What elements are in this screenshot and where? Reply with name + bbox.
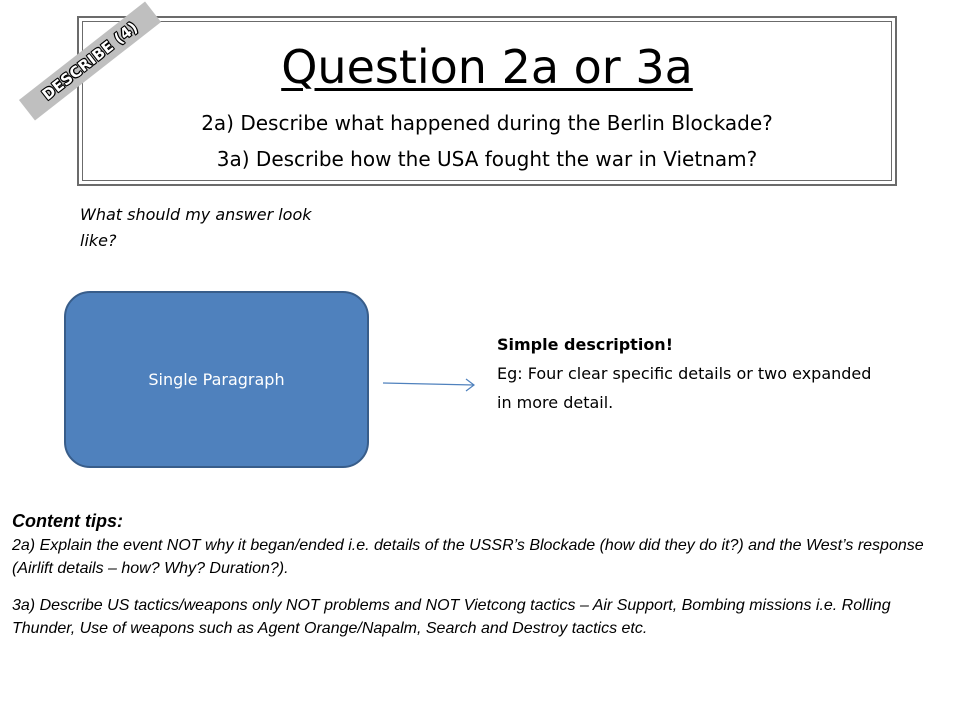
tips-spacer <box>12 580 957 594</box>
right-arrow-icon <box>382 373 482 397</box>
description-block <box>497 330 877 417</box>
question-2a: 2a) Describe what happened during the Berlin Blockade? <box>201 111 773 135</box>
description-body: Eg: Four clear specific details or two expanded in more detail. <box>497 364 872 412</box>
question-3a: 3a) Describe how the USA fought the war in Vietnam? <box>216 147 758 171</box>
answer-prompt: What should my answer look like? <box>80 205 312 250</box>
describe-badge-label: DESCRIBE (4) <box>38 18 142 104</box>
single-paragraph-label: Single Paragraph <box>148 370 285 389</box>
title-box <box>77 16 897 186</box>
tip-2a: 2a) Explain the event NOT why it began/ended i.e. details of the USSR’s Blockade (how did they do it?) and the West’s response (Airlift details – how? Why? Duration?). <box>12 537 924 577</box>
content-tips <box>12 508 957 640</box>
single-paragraph-box <box>64 291 369 468</box>
tip-3a: 3a) Describe US tactics/weapons only NOT problems and NOT Vietcong tactics – Air Support, Bombing missions i.e. Rolling Thunder, Use of weapons such as Agent Orange/Napalm, Search and Destroy tactics etc. <box>12 597 891 637</box>
page-title: Question 2a or 3a <box>281 40 693 94</box>
content-tips-heading: Content tips: <box>12 511 123 531</box>
description-heading: Simple description! <box>497 335 673 354</box>
